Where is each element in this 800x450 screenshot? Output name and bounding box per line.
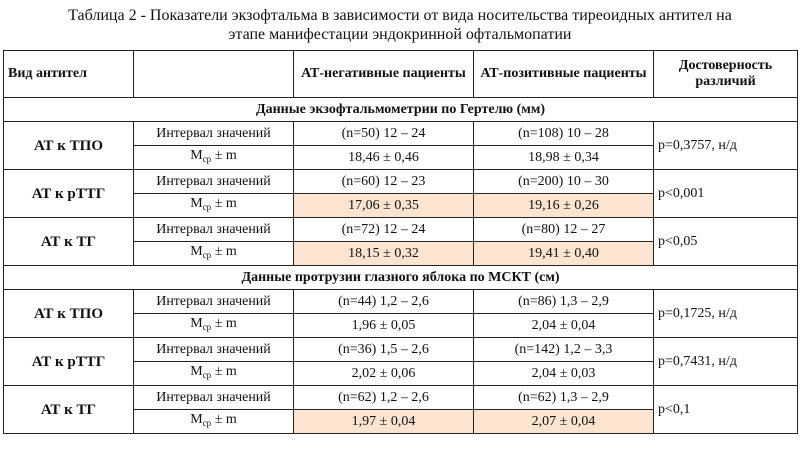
mean-tail: ± m (211, 364, 237, 379)
p-value: p=0,7431, н/д (654, 338, 798, 386)
interval-negative: (n=72) 12 – 24 (294, 218, 474, 242)
interval-positive: (n=142) 1,2 – 3,3 (474, 338, 654, 362)
mean-subscript: ср (202, 418, 212, 428)
mean-tail: ± m (211, 196, 237, 211)
mean-tail: ± m (211, 412, 237, 427)
mean-negative: 1,96 ± 0,05 (294, 314, 474, 338)
interval-positive: (n=108) 10 – 28 (474, 122, 654, 146)
section-title: Данные экзофтальмометрии по Гертелю (мм) (4, 98, 798, 122)
mean-tail: ± m (211, 316, 237, 331)
section-title: Данные протрузии глазного яблока по МСКТ (см) (4, 266, 798, 290)
mean-positive: 18,98 ± 0,34 (474, 146, 654, 170)
metric-mean-label (134, 242, 294, 266)
antibody-group-name: АТ к рТТГ (4, 170, 134, 218)
antibody-group-name: АТ к ТГ (4, 218, 134, 266)
mean-negative: 18,46 ± 0,46 (294, 146, 474, 170)
table-body (4, 98, 798, 434)
mean-negative: 2,02 ± 0,06 (294, 362, 474, 386)
mean-symbol: M (190, 412, 203, 427)
interval-negative: (n=36) 1,5 – 2,6 (294, 338, 474, 362)
header-row (4, 51, 798, 98)
caption-line-1: Таблица 2 - Показатели экзофтальма в зависимости от вида носительства тиреоидных антител на (68, 7, 732, 24)
mean-subscript: ср (202, 322, 212, 332)
p-value: p<0,001 (654, 170, 798, 218)
mean-symbol: M (190, 196, 203, 211)
mean-tail: ± m (211, 244, 237, 259)
antibody-group-name: АТ к ТПО (4, 122, 134, 170)
antibody-group-name: АТ к ТГ (4, 386, 134, 434)
interval-negative: (n=50) 12 – 24 (294, 122, 474, 146)
table-row (4, 338, 798, 362)
mean-negative: 17,06 ± 0,35 (294, 194, 474, 218)
metric-interval-label: Интервал значений (134, 386, 294, 410)
interval-positive: (n=86) 1,3 – 2,9 (474, 290, 654, 314)
interval-positive: (n=62) 1,3 – 2,9 (474, 386, 654, 410)
header-metric (134, 51, 294, 98)
metric-mean-label (134, 146, 294, 170)
mean-positive: 19,16 ± 0,26 (474, 194, 654, 218)
mean-positive: 2,04 ± 0,04 (474, 314, 654, 338)
table-row (4, 218, 798, 242)
header-negative: АТ-негативные пациенты (294, 51, 474, 98)
caption-line-2: этапе манифестации эндокринной офтальмопатии (228, 26, 572, 43)
table-row (4, 122, 798, 146)
table-wrapper (3, 50, 797, 434)
mean-negative: 18,15 ± 0,32 (294, 242, 474, 266)
metric-interval-label: Интервал значений (134, 290, 294, 314)
interval-negative: (n=62) 1,2 – 2,6 (294, 386, 474, 410)
mean-subscript: ср (202, 370, 212, 380)
metric-interval-label: Интервал значений (134, 218, 294, 242)
p-value: p=0,3757, н/д (654, 122, 798, 170)
mean-subscript: ср (202, 250, 212, 260)
mean-positive: 2,04 ± 0,03 (474, 362, 654, 386)
header-significance: Достоверность различий (654, 51, 798, 98)
interval-positive: (n=200) 10 – 30 (474, 170, 654, 194)
table-row (4, 170, 798, 194)
mean-symbol: M (190, 148, 203, 163)
table-caption (0, 0, 800, 44)
mean-positive: 19,41 ± 0,40 (474, 242, 654, 266)
interval-negative: (n=60) 12 – 23 (294, 170, 474, 194)
section-row (4, 98, 798, 122)
interval-negative: (n=44) 1,2 – 2,6 (294, 290, 474, 314)
p-value: p<0,1 (654, 386, 798, 434)
metric-mean-label (134, 410, 294, 434)
mean-subscript: ср (202, 154, 212, 164)
mean-subscript: ср (202, 202, 212, 212)
mean-tail: ± m (211, 148, 237, 163)
mean-symbol: M (190, 244, 203, 259)
antibody-group-name: АТ к рТТГ (4, 338, 134, 386)
mean-positive: 2,07 ± 0,04 (474, 410, 654, 434)
table-row (4, 386, 798, 410)
antibody-group-name: АТ к ТПО (4, 290, 134, 338)
metric-mean-label (134, 194, 294, 218)
table-row (4, 290, 798, 314)
section-row (4, 266, 798, 290)
p-value: p=0,1725, н/д (654, 290, 798, 338)
metric-mean-label (134, 314, 294, 338)
mean-symbol: M (190, 316, 203, 331)
metric-interval-label: Интервал значений (134, 122, 294, 146)
header-antibody-type: Вид антител (4, 51, 134, 98)
metric-interval-label: Интервал значений (134, 338, 294, 362)
p-value: p<0,05 (654, 218, 798, 266)
mean-symbol: M (190, 364, 203, 379)
header-positive: АТ-позитивные пациенты (474, 51, 654, 98)
data-table (3, 50, 798, 434)
metric-interval-label: Интервал значений (134, 170, 294, 194)
metric-mean-label (134, 362, 294, 386)
mean-negative: 1,97 ± 0,04 (294, 410, 474, 434)
interval-positive: (n=80) 12 – 27 (474, 218, 654, 242)
